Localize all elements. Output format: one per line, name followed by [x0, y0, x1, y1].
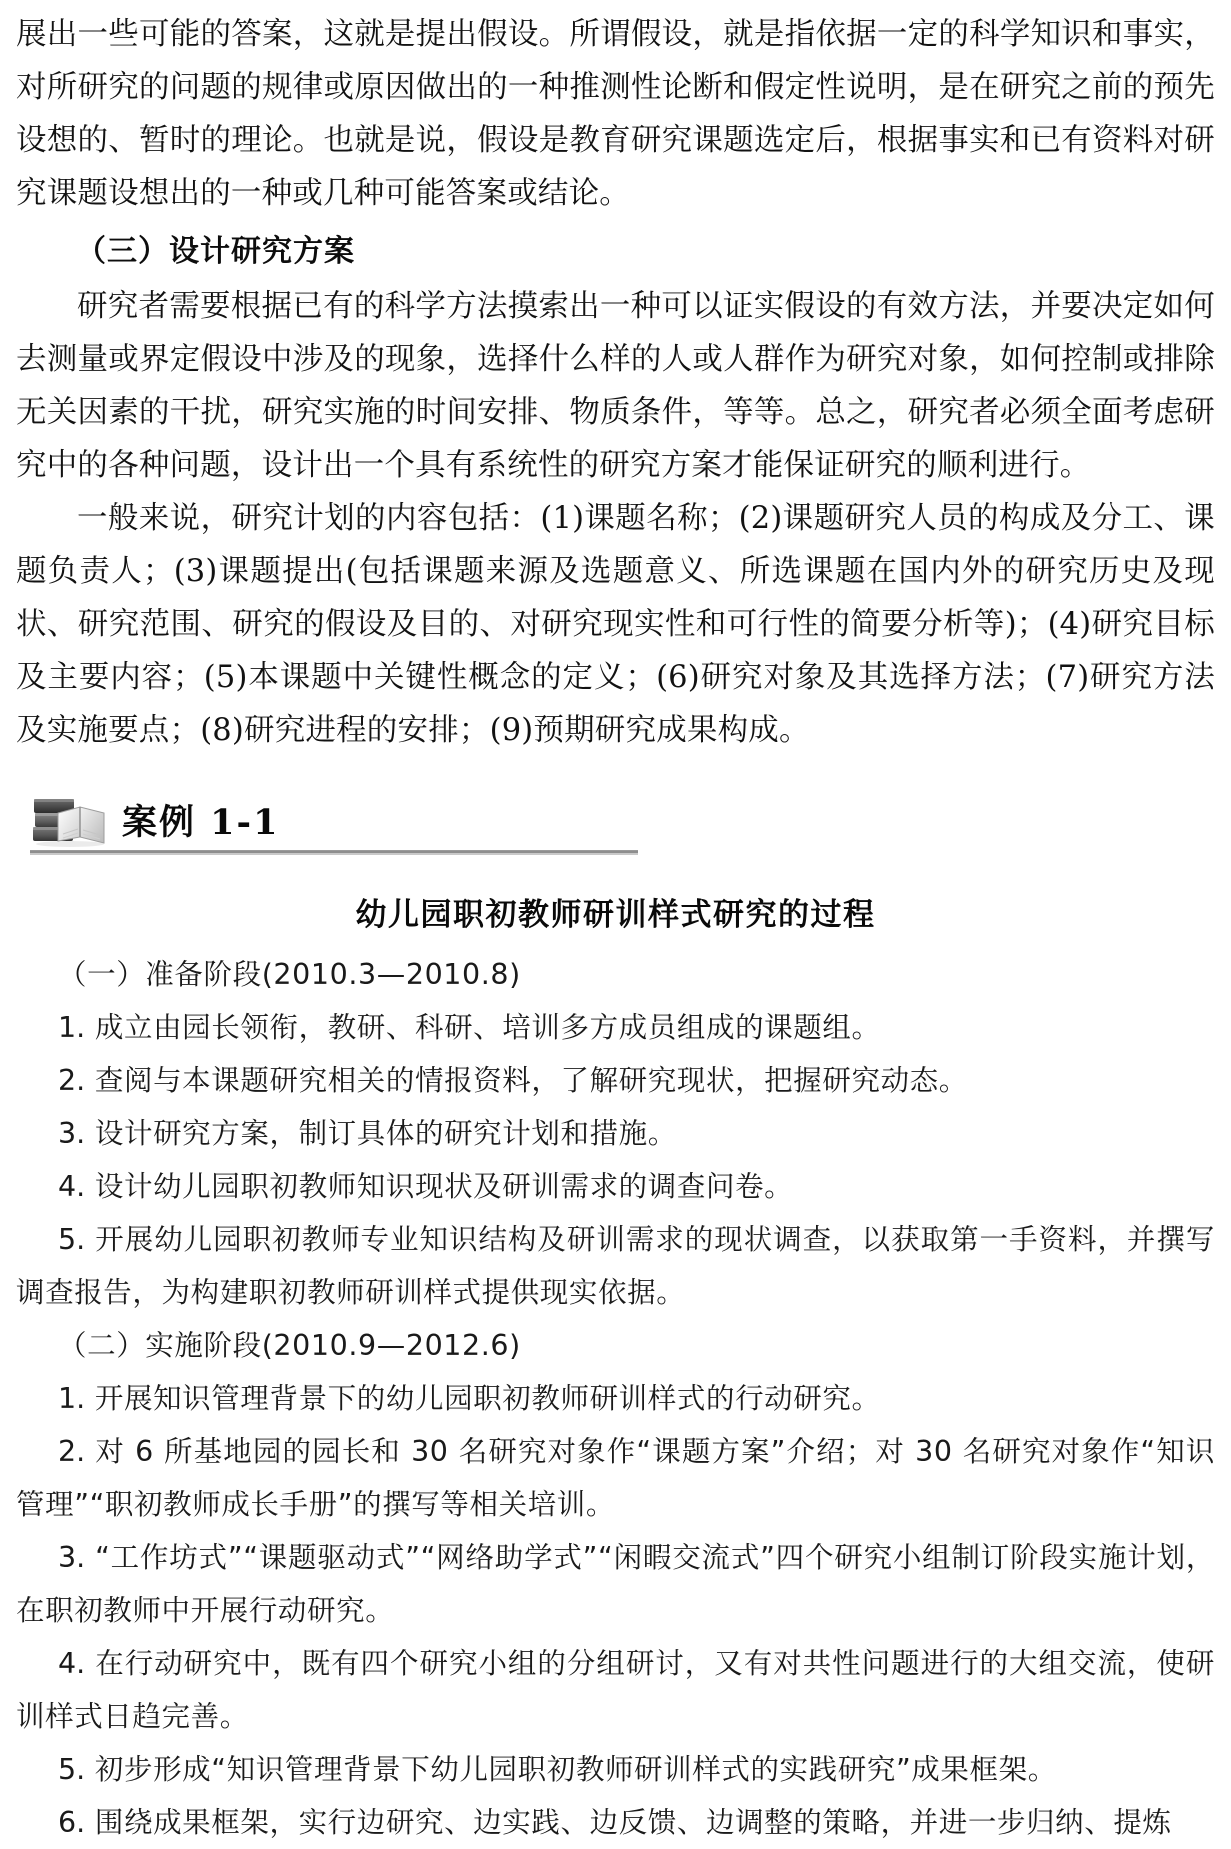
list-item-number: 4. — [58, 1647, 86, 1680]
list-item-text: 开展知识管理背景下的幼儿园职初教师研训样式的行动研究。 — [94, 1382, 881, 1415]
paragraph-research-plan-contents: 一般来说，研究计划的内容包括：(1)课题名称；(2)课题研究人员的构成及分工、课题负责人；(3)课题提出(包括课题来源及选题意义、所选课题在国内外的研究历史及现状、研究范围、研究的假设及目的、对研究现实性和可行性的简要分析等)；(4)研究目标及主要内容；(5)本课题中关键性概念的定义；(6)研究对象及其选择方法；(7)研究方法及实施要点；(8)研究进程的安排；(9)预期研究成果构成。 — [16, 501, 1215, 748]
list-item — [16, 1796, 1215, 1849]
case-title: 幼儿园职初教师研训样式研究的过程 — [355, 897, 876, 933]
list-item-text: 在行动研究中，既有四个研究小组的分组研讨，又有对共性问题进行的大组交流，使研训样式日趋完善。 — [16, 1647, 1215, 1733]
list-item-text: 初步形成“知识管理背景下幼儿园职初教师研训样式的实践研究”成果框架。 — [94, 1753, 1057, 1786]
list-item — [16, 1425, 1215, 1531]
stack-of-books-icon — [30, 789, 108, 847]
list-item-text: 成立由园长领衔，教研、科研、培训多方成员组成的课题组。 — [94, 1011, 881, 1044]
list-item — [16, 1531, 1215, 1637]
list-item-number: 1. — [58, 1011, 86, 1044]
list-item-number: 6. — [58, 1806, 86, 1839]
list-item-text: 对 6 所基地园的园长和 30 名研究对象作“课题方案”介绍；对 30 名研究对象作“知识管理”“职初教师成长手册”的撰写等相关培训。 — [16, 1435, 1215, 1521]
list-item — [16, 1743, 1215, 1796]
paragraph-hypothesis: 展出一些可能的答案，这就是提出假设。所谓假设，就是指依据一定的科学知识和事实，对所研究的问题的规律或原因做出的一种推测性论断和假定性说明，是在研究之前的预先设想的、暂时的理论。也就是说，假设是教育研究课题选定后，根据事实和已有资料对研究课题设想出的一种或几种可能答案或结论。 — [16, 17, 1215, 211]
list-item — [16, 1054, 1215, 1107]
section-heading-design-research-plan: （三）设计研究方案 — [76, 234, 355, 269]
list-item — [16, 1372, 1215, 1425]
list-item — [16, 1001, 1215, 1054]
list-item-number: 2. — [58, 1435, 86, 1468]
case-label: 案例 1-1 — [122, 802, 280, 843]
list-item-text: 设计幼儿园职初教师知识现状及研训需求的调查问卷。 — [94, 1170, 794, 1203]
case-header — [16, 783, 1215, 847]
list-item — [16, 1637, 1215, 1743]
list-item-text: “工作坊式”“课题驱动式”“网络助学式”“闲暇交流式”四个研究小组制订阶段实施计划，在职初教师中开展行动研究。 — [16, 1541, 1215, 1627]
list-item-number: 3. — [58, 1117, 86, 1150]
list-item-number: 1. — [58, 1382, 86, 1415]
list-item — [16, 1107, 1215, 1160]
list-item-text: 开展幼儿园职初教师专业知识结构及研训需求的现状调查，以获取第一手资料，并撰写调查报告，为构建职初教师研训样式提供现实依据。 — [16, 1223, 1215, 1309]
list-item-text: 查阅与本课题研究相关的情报资料，了解研究现状，把握研究动态。 — [94, 1064, 968, 1097]
list-item-number: 2. — [58, 1064, 86, 1097]
list-item-number: 4. — [58, 1170, 86, 1203]
case-body — [16, 948, 1215, 1849]
case-block — [16, 783, 1215, 1849]
list-item-text: 设计研究方案，制订具体的研究计划和措施。 — [94, 1117, 677, 1150]
list-item — [16, 1160, 1215, 1213]
case-divider-rule — [30, 850, 638, 855]
phase-heading-implementation: （二）实施阶段(2010.9—2012.6) — [58, 1329, 521, 1362]
list-item-number: 5. — [58, 1223, 86, 1256]
list-item-number: 3. — [58, 1541, 86, 1574]
list-item-text: 围绕成果框架，实行边研究、边实践、边反馈、边调整的策略，并进一步归纳、提炼 — [94, 1806, 1172, 1839]
list-item-number: 5. — [58, 1753, 86, 1786]
phase-heading-preparation: （一）准备阶段(2010.3—2010.8) — [58, 958, 521, 991]
list-item — [16, 1213, 1215, 1319]
paragraph-design-method: 研究者需要根据已有的科学方法摸索出一种可以证实假设的有效方法，并要决定如何去测量或界定假设中涉及的现象，选择什么样的人或人群作为研究对象，如何控制或排除无关因素的干扰，研究实施的时间安排、物质条件，等等。总之，研究者必须全面考虑研究中的各种问题，设计出一个具有系统性的研究方案才能保证研究的顺利进行。 — [16, 289, 1215, 483]
